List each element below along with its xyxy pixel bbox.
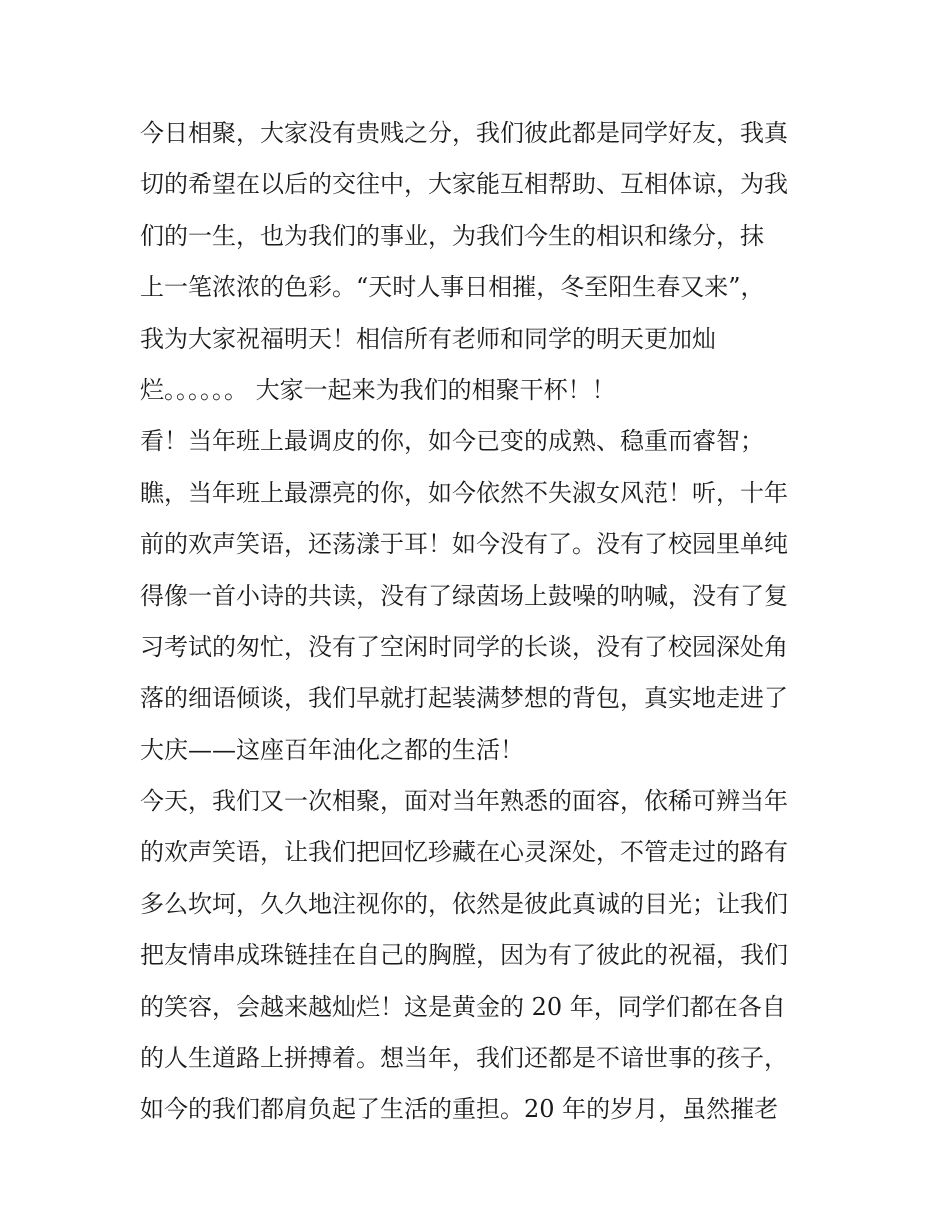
text-line: 我为大家祝福明天！相信所有老师和同学的明天更加灿 <box>140 324 716 353</box>
text-line: 的人生道路上拼搏着。想当年，我们还都是不谙世事的孩子， <box>140 1044 788 1073</box>
text-line: 如今的我们都肩负起了生活的重担。20 年的岁月，虽然摧老 <box>140 1095 779 1124</box>
text-line: 得像一首小诗的共读，没有了绿茵场上鼓噪的呐喊，没有了复 <box>140 581 788 610</box>
text-line: 看！当年班上最调皮的你，如今已变的成熟、稳重而睿智； <box>140 427 764 456</box>
text-line: 切的希望在以后的交往中，大家能互相帮助、互相体谅，为我 <box>140 170 788 199</box>
text-line: 上一笔浓浓的色彩。“天时人事日相摧，冬至阳生春又来”， <box>140 273 765 302</box>
text-line: 今天，我们又一次相聚，面对当年熟悉的面容，依稀可辨当年 <box>140 787 788 816</box>
text-line: 把友情串成珠链挂在自己的胸膛，因为有了彼此的祝福，我们 <box>140 941 788 970</box>
text-line: 多么坎坷，久久地注视你的，依然是彼此真诚的目光；让我们 <box>140 889 788 918</box>
text-line: 的欢声笑语，让我们把回忆珍藏在心灵深处，不管走过的路有 <box>140 838 788 867</box>
text-line: 瞧，当年班上最漂亮的你，如今依然不失淑女风范！听，十年 <box>140 478 788 507</box>
text-line: 前的欢声笑语，还荡漾于耳！如今没有了。没有了校园里单纯 <box>140 530 788 559</box>
text-line: 大庆——这座百年油化之都的生活！ <box>140 735 524 764</box>
text-line: 烂。。。。。。 大家一起来为我们的相聚干杯！！ <box>140 375 616 404</box>
text-line: 落的细语倾谈，我们早就打起装满梦想的背包，真实地走进了 <box>140 684 788 713</box>
text-line: 习考试的匆忙，没有了空闲时同学的长谈，没有了校园深处角 <box>140 632 788 661</box>
text-line: 今日相聚，大家没有贵贱之分，我们彼此都是同学好友，我真 <box>140 119 788 147</box>
text-line: 们的一生，也为我们的事业，为我们今生的相识和缘分，抹 <box>140 221 764 250</box>
body-text <box>140 108 840 1136</box>
text-line: 的笑容，会越来越灿烂！这是黄金的 20 年，同学们都在各自 <box>140 992 786 1021</box>
